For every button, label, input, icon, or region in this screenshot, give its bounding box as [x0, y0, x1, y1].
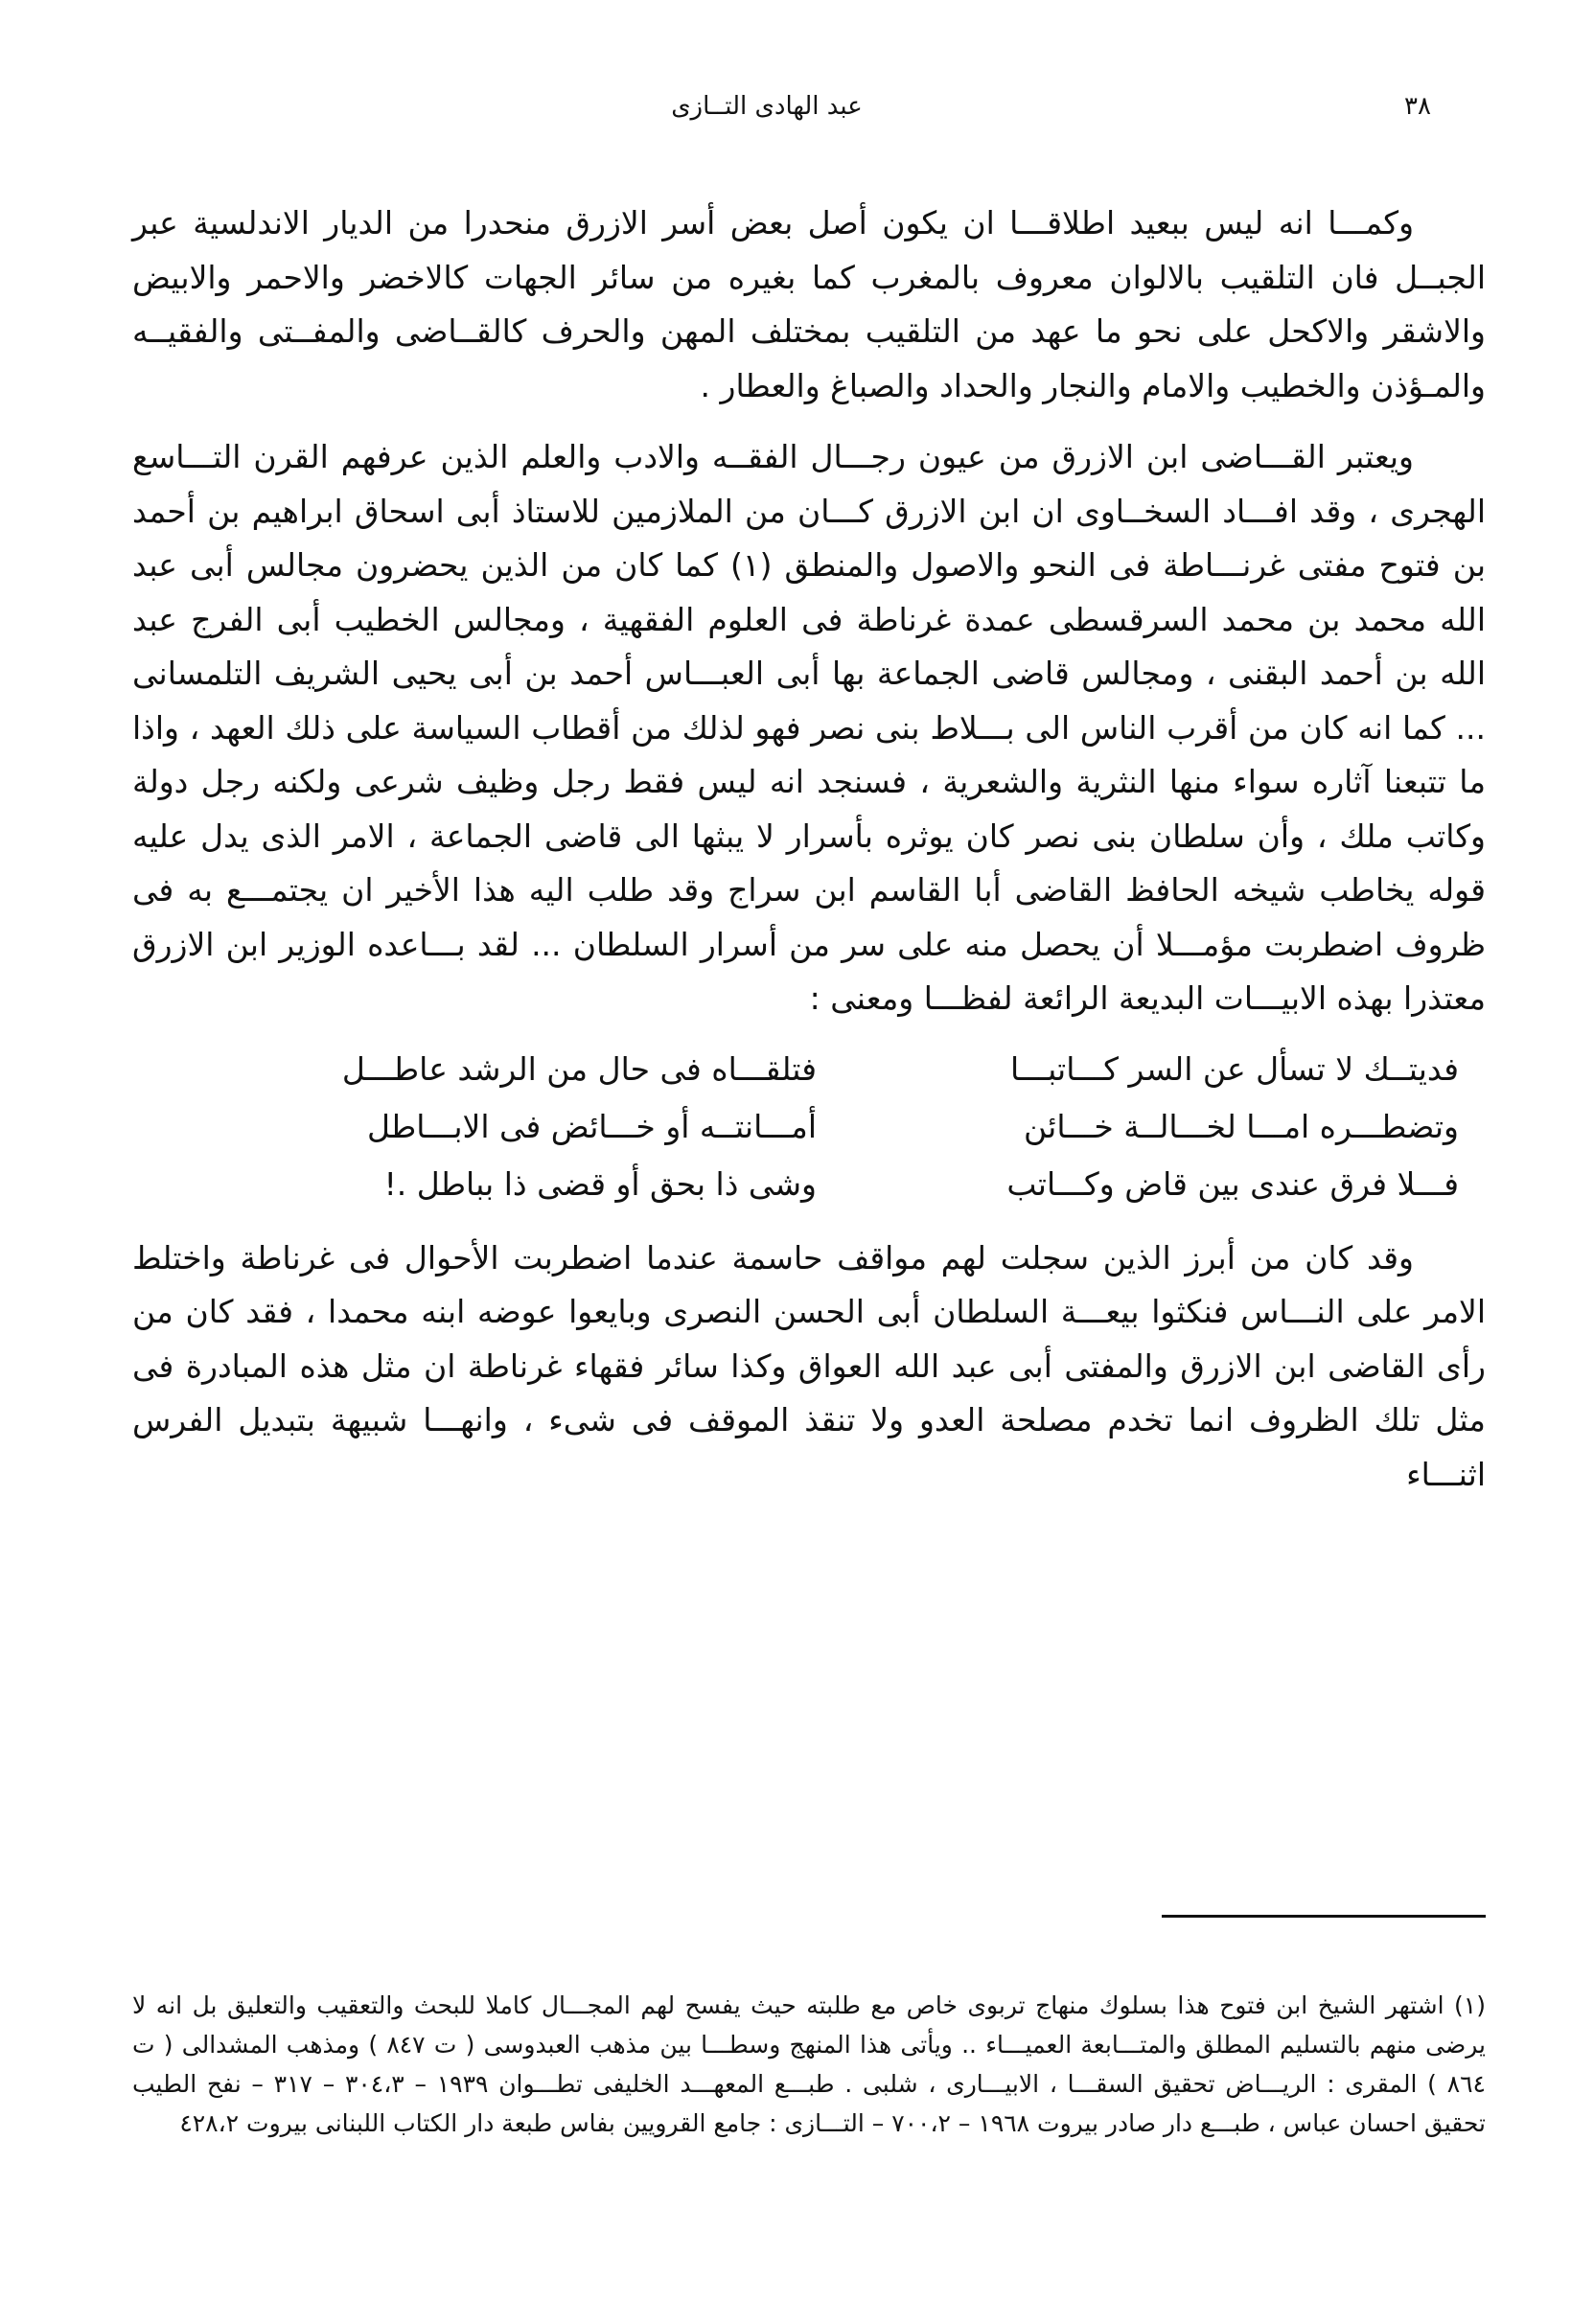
verse-second-hemistich: فتلقـــاه فى حال من الرشد عاطـــل — [341, 1050, 817, 1089]
page-number: ٣٨ — [1404, 92, 1431, 121]
paragraph-1: وكمـــا انه ليس ببعيد اطلاقـــا ان يكون أصل بعض أسر الازرق منحدرا من الديار الاندلسية عبر الجبــل فان التلقيب بالالوان معروف بالمغرب كما بغيره من سائر الجهات كالاخضر والاحمر والابيض والاشقر والاكحل على نحو ما عهد من التلقيب بمختلف المهن والحرف كالقــاضى والمفــتى والفقيــه والمـؤذن والخطيب والامام والنجار والحداد والصباغ والعطار . — [132, 204, 1486, 404]
paragraph-2: ويعتبر القـــاضى ابن الازرق من عيون رجـــال الفقــه والادب والعلم الذين عرفهم القرن التـــاسع الهجرى ، وقد افـــاد السخــاوى ان ابن الازرق كـــان من الملازمين للاستاذ أبى اسحاق ابراهيم بن أحمد بن فتوح مفتى غرنـــاطة فى النحو والاصول والمنطق (١) كما كان من الذين يحضرون مجالس أبى عبد الله محمد بن محمد السرقسطى عمدة غرناطة فى العلوم الفقهية ، ومجالس الخطيب أبى الفرج عبد الله بن أحمد البقنى ، ومجالس قاضى الجماعة بها أبى العبـــاس أحمد بن أبى يحيى الشريف التلمسانى ... كما انه كان من أقرب الناس الى بـــلاط بنى نصر فهو لذلك من أقطاب السياسة على ذلك العهد ، واذا ما تتبعنا آثاره سواء منها النثرية والشعرية ، فسنجد انه ليس فقط رجل وظيف شرعى ولكنه رجل دولة وكاتب ملك ، وأن سلطان بنى نصر كان يوثره بأسرار لا يبثها الى قاضى الجماعة ، الامر الذى يدل عليه قوله يخاطب شيخه الحافظ القاضى أبا القاسم ابن سراج وقد طلب اليه هذا الأخير ان يجتمـــع به فى ظروف اضطربت مؤمـــلا أن يحصل منه على سر من أسرار السلطان ... لقد بـــاعده الوزير ابن الازرق معتذرا بهذه الابيـــات البديعة الرائعة لفظـــا ومعنى : — [132, 438, 1486, 1017]
verse-second-hemistich: أمـــانتــه أو خـــائض فى الابـــاطل — [367, 1108, 817, 1146]
verse-first-hemistich: فـــلا فرق عندى بين قاض وكـــاتب — [1006, 1165, 1459, 1204]
running-title: عبد الهادى التــازى — [671, 92, 863, 121]
verse-first-hemistich: وتضطـــره امـــا لخـــالــة خـــائن — [1024, 1108, 1459, 1146]
main-text — [132, 196, 1486, 1502]
verse-second-hemistich: وشى ذا بحق أو قضى ذا بباطل .! — [383, 1165, 817, 1204]
poem-verse — [132, 1042, 1486, 1099]
footnote-divider — [1162, 1915, 1486, 1918]
paragraph-3: وقد كان من أبرز الذين سجلت لهم مواقف حاسمة عندما اضطربت الأحوال فى غرناطة واختلط الامر على النـــاس فنكثوا بيعـــة السلطان أبى الحسن النصرى وبايعوا عوضه ابنه محمدا ، فقد كان من رأى القاضى ابن الازرق والمفتى أبى عبد الله العواق وكذا سائر فقهاء غرناطة ان مثل هذه المبادرة فى مثل تلك الظروف انما تخدم مصلحة العدو ولا تنقذ الموقف فى شىء ، وانهـــا شبيهة بتبديل الفرس اثنـــاء — [132, 1238, 1486, 1493]
page-header — [0, 92, 1571, 140]
poem-verse — [132, 1099, 1486, 1157]
footnote: (١) اشتهر الشيخ ابن فتوح هذا بسلوك منهاج تربوى خاص مع طلبته حيث يفسح لهم المجـــال كاملا للبحث والتعقيب والتعليق بل انه لا يرضى منهم بالتسليم المطلق والمتـــابعة العميـــاء .. ويأتى هذا المنهج وسطـــا بين مذهب العبدوسى ( ت ٨٤٧ ) ومذهب المشدالى ( ت ٨٦٤ ) المقرى : الريـــاض تحقيق السقـــا ، الابيـــارى ، شلبى . طبـــع المعهـــد الخليفى تطـــوان ١٩٣٩ – ٣٠٤،٣ – ٣١٧ – نفح الطيب تحقيق احسان عباس ، طبـــع دار صادر بيروت ١٩٦٨ – ٧٠٠،٢ – التـــازى : جامع القرويين بفاس طبعة دار الكتاب اللبنانى بيروت ٤٢٨،٢ — [132, 1991, 1487, 2137]
poem-verse — [132, 1157, 1486, 1214]
poem — [132, 1042, 1486, 1214]
verse-first-hemistich: فديتــك لا تسأل عن السر كـــاتبـــا — [1010, 1050, 1459, 1089]
